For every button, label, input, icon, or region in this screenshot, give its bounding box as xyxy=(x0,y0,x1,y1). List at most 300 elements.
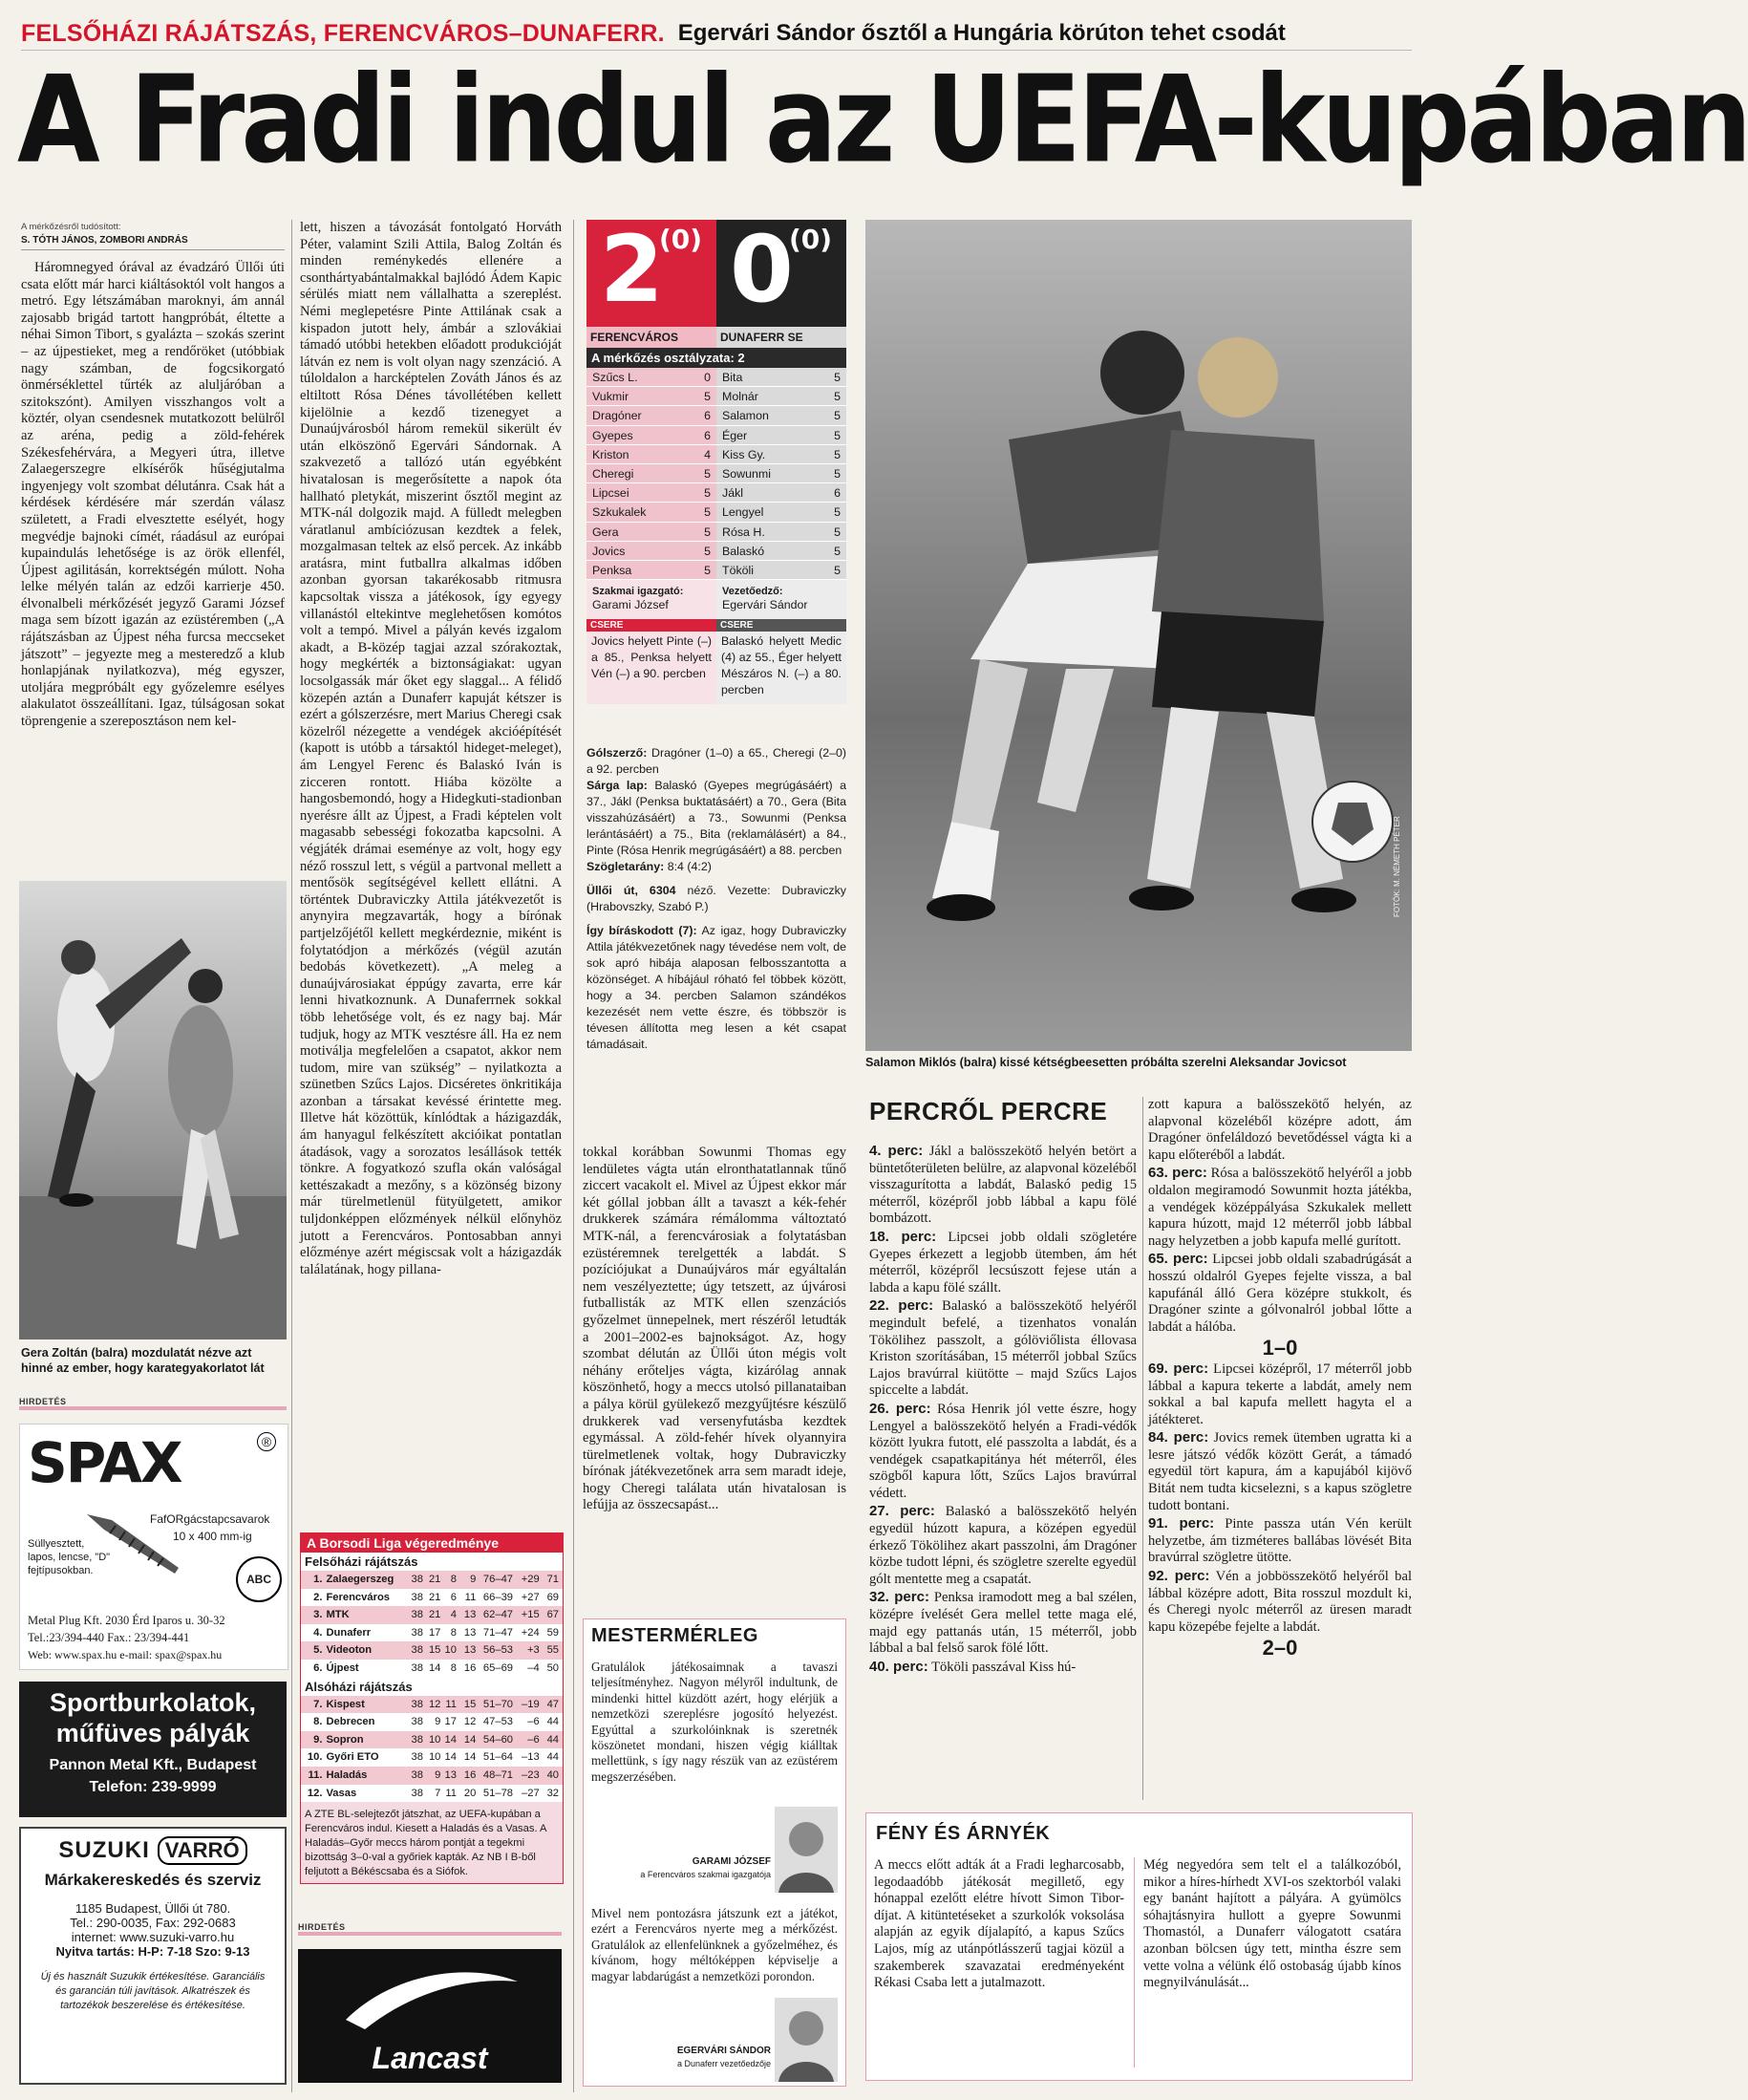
home-score: 2 xyxy=(600,216,664,323)
minute-label: 18. perc: xyxy=(869,1228,937,1245)
player-ratings xyxy=(586,368,846,580)
minute-label: 65. perc: xyxy=(1148,1251,1208,1268)
match-facts xyxy=(586,745,846,1053)
league-cell: 6. xyxy=(313,1661,323,1674)
player-rating-row xyxy=(586,503,846,522)
home-player-name: Cheregi xyxy=(592,466,634,481)
away-coach-name: Egervári Sándor xyxy=(722,598,808,612)
home-player-name: Kriston xyxy=(592,447,629,461)
byline-label: A mérkőzésről tudósított: xyxy=(21,222,121,232)
referee-bold: Így bíráskodott (7): xyxy=(586,924,697,937)
home-player xyxy=(586,368,716,387)
league-cell: 71 xyxy=(546,1574,560,1585)
league-team: Vasas xyxy=(326,1787,357,1799)
section-kicker: FELSŐHÁZI RÁJÁTSZÁS, FERENCVÁROS–DUNAFERR. xyxy=(21,19,665,47)
league-cell: +15 xyxy=(521,1609,540,1621)
spax-ad[interactable] xyxy=(19,1424,288,1670)
league-team: Dunaferr xyxy=(326,1626,372,1639)
league-cell: 51–78 xyxy=(482,1787,514,1799)
away-subs xyxy=(716,619,846,704)
league-cell: 38 xyxy=(411,1751,423,1764)
feny-divider xyxy=(1134,1857,1135,2068)
minute-entry xyxy=(1148,1568,1412,1636)
corners-line xyxy=(586,859,846,875)
league-cell: –27 xyxy=(522,1787,540,1799)
league-cell: 14 xyxy=(463,1751,477,1764)
sport-ad-line1: Sportburkolatok, xyxy=(49,1688,256,1717)
feny-light-text: A meccs előtt adták át a Fradi legharcosabb, legodaadóbb játékosát megillető, egy hónappal ezelőtt elétre hívott Simon Tibor-díjat. A kitüntetéseket a szurkolók voksolása alapján az egyik díjalapító, a kapus Szűcs Lajos, míg az utánpótlásszerű tagjai közül a szakemberek szavazatai eredményeként Rékasi Csaba lett a jutalmazott. xyxy=(874,1857,1124,1991)
away-player-name: Salamon xyxy=(722,409,769,423)
league-cell: 7 xyxy=(435,1787,441,1799)
home-player-grade: 5 xyxy=(704,486,711,501)
team-names xyxy=(586,327,846,348)
league-cell: 15 xyxy=(428,1644,441,1657)
away-player-grade: 5 xyxy=(834,447,841,461)
sub-kicker: Egervári Sándor ősztől a Hungária körúton tehet csodát xyxy=(677,20,1286,46)
spax-ad-label-row xyxy=(19,1397,287,1410)
spax-size: 10 x 400 mm-ig xyxy=(173,1530,252,1543)
suzuki-logo-row xyxy=(21,1836,285,1865)
home-team-name: FERENCVÁROS xyxy=(586,327,716,348)
minute-label: 91. perc: xyxy=(1148,1515,1215,1532)
league-cell: 8 xyxy=(450,1661,457,1674)
home-player-grade: 5 xyxy=(704,525,711,539)
home-player xyxy=(586,503,716,522)
league-row xyxy=(301,1624,563,1642)
league-title: A Borsodi Liga végeredménye xyxy=(301,1533,563,1553)
league-lower-rows xyxy=(301,1696,563,1803)
home-subs xyxy=(586,619,716,704)
minute-text: Balaskó a balösszekötő helyén egyedül húzott kapura, a középen egyedül érkező Tökölihez akart passzolni, ám Dragóner közbe tudott lépni, és szögletre szerelte egyedül gólt mentette meg a csapatát. xyxy=(869,1504,1138,1587)
league-cell: 51–70 xyxy=(482,1698,514,1710)
article-col3: tokkal korábban Sowunmi Thomas egy lendületes vágta után elronthatatlannak tűnő ziccert vacakolt el. Mivel az Újpest ekkor már két góllal jobban állt a tavaszt a kék-fehér drukkerek számára rémálomma változtató MTK-nál, a ferencvárosiak a folytatásban ezüstéremnek terelgették a labdát. S pozíciójukat a Dunaújváros már egyáltalán nem veszélyeztette; úgy tetszett, az újvárosi futballisták az MTK ellen szenzációs győzelmet ünnepelnek, mert részéről letudták a 2001–2002-es bajnokságot. Az, hogy szombat délután az Üllői úton mégis volt néhány erőteljes vágta, kizárólag annak köszönhető, hogy a meccs utolsó pillanataiban a pálya körül gyülekező mezgyűjtésre készülő drukkerek vad versenyfutásba kezdtek egymással. A zöld-fehér hívek olyannyira türelmetlenek voltak, hogy Dubraviczky bírónak játékvezetőnek arra sem maradt ideje, hogy Cheregi találata után hivatalosan is lefújja az összecsapást... xyxy=(583,1145,846,1513)
away-player-grade: 5 xyxy=(834,371,841,384)
suzuki-ad[interactable] xyxy=(19,1827,287,2085)
league-cell: 4 xyxy=(450,1609,457,1621)
lancast-swoosh-icon xyxy=(336,1962,527,2039)
column-rule-3 xyxy=(1142,1097,1143,1800)
league-cell: 14 xyxy=(463,1733,477,1746)
percro-col2 xyxy=(1148,1097,1412,1800)
league-row xyxy=(301,1748,563,1767)
league-cell: 11. xyxy=(308,1768,323,1781)
league-cell: 16 xyxy=(463,1661,477,1674)
percro-title: PERCRŐL PERCRE xyxy=(869,1097,1108,1125)
league-cell: 48–71 xyxy=(482,1768,514,1781)
away-subs-text: Balaskó helyett Medic (4) az 55., Éger helyett Mészáros N. (–) a 80. percben xyxy=(721,634,842,697)
registered-mark: ® xyxy=(257,1432,276,1451)
suzuki-address: 1185 Budapest, Üllői út 780. xyxy=(75,1901,231,1916)
sport-ad-line2: műfüves pályák xyxy=(55,1719,250,1747)
home-player xyxy=(586,523,716,542)
suzuki-note: Új és használt Suzukik értékesítése. Garanciális és garancián túli javítások. Alkatrészek és tartozékok beszerelése és értékesítése. xyxy=(40,1971,266,2011)
home-coach-name: Garami József xyxy=(592,598,669,612)
percro-col1 xyxy=(869,1143,1137,1792)
venue-text: néző. Vezette: Dubraviczky (Hrabovszky, Szabó P.) xyxy=(586,884,846,913)
player-rating-row xyxy=(586,464,846,483)
away-player-name: Kiss Gy. xyxy=(722,447,766,461)
feny-shadow-text: Még negyedóra sem telt el a találkozóból, mikor a híres-hírhedt XVI-os szektorból valaki egy banánt hajított a pályára. A gyümölcs sóhajtásnyira hullott a gyepre Sowunmi Thomastól, a Dunaferr válogatott csatára azonban bölcsen úgy tett, mintha észre sem vette volna a vélünk élő ostobaság újabb kínos megnyilvánulását... xyxy=(1143,1857,1401,1991)
away-player-name: Éger xyxy=(722,428,748,442)
league-cell: 47–53 xyxy=(482,1716,514,1728)
away-player-grade: 5 xyxy=(834,544,841,558)
suzuki-title: Márkakereskedés és szerviz xyxy=(44,1871,262,1889)
away-player xyxy=(716,426,846,445)
minute-text: Balaskó a balösszekötő helyéről megindult befelé, a tizenhatos vonalán Tökölihez passzolt, a gólöviőlista éllovasa Kriston szorításában, 15 méterről jobbal Szűcs Lajos bravúrral kiütötte – majd Szűcs Lajos spiccelte a labdát. xyxy=(869,1298,1138,1399)
garami-role: a Ferencváros szakmai igazgatója xyxy=(640,1870,771,1879)
away-player-grade: 6 xyxy=(834,486,841,501)
home-player-grade: 5 xyxy=(704,505,711,520)
home-coach xyxy=(586,580,716,619)
home-player-grade: 5 xyxy=(704,390,711,404)
league-cell: 9 xyxy=(470,1574,477,1585)
league-cell: 10 xyxy=(428,1733,441,1746)
league-row xyxy=(301,1696,563,1714)
home-halftime-score: (0) xyxy=(659,224,703,255)
abc-badge: ABC xyxy=(236,1556,282,1602)
main-photo-illustration xyxy=(865,220,1412,1051)
league-cell: –4 xyxy=(527,1661,540,1674)
corners-label: Szögletarány: xyxy=(586,860,665,873)
away-player-grade: 5 xyxy=(834,505,841,520)
league-cell: 14 xyxy=(444,1733,457,1746)
column-rule-2 xyxy=(573,220,574,2092)
home-subs-text: Jovics helyett Pinte (–) a 85., Penksa helyett Vén (–) a 90. percben xyxy=(591,634,712,681)
match-scorebox xyxy=(586,216,846,704)
league-row xyxy=(301,1589,563,1607)
minute-entry xyxy=(869,1401,1137,1503)
garami-name: GARAMI JÓZSEF xyxy=(692,1856,771,1867)
player-rating-row xyxy=(586,561,846,580)
suzuki-web[interactable]: internet: www.suzuki-varro.hu xyxy=(71,1930,235,1944)
player-rating-row xyxy=(586,406,846,425)
away-player-name: Bita xyxy=(722,371,743,384)
league-cell: 10 xyxy=(444,1644,457,1657)
small-photo-caption: Gera Zoltán (balra) mozdulatát nézve azt hinné az ember, hogy karategyakorlatot lát xyxy=(21,1346,265,1375)
goals-line xyxy=(586,745,846,778)
minute-text: Rósa Henrik jól vette észre, hogy Lengyel a balösszekötő helyén a Fradi-védők között lyukra futott, elé passzolta a labdát, és a vendégek csapatkapitánya hét méterről, éles szögből kapura lőtt, Szűcs Lajos bravúrral védett. xyxy=(869,1401,1138,1501)
home-subs-label: CSERE xyxy=(586,619,716,632)
article-col1: Háromnegyed órával az évadzáró Üllői úti csata előtt már harci kiáltásoktól volt hangos a metró. Egy létszámában maroknyi, ám annál zajosabb brigád tartott hangpróbát, éltette a néhai Simon Tibort, s gyalázta – szokás szerint – az újpestieket, meg a rendőröket (utóbbiak nagy számban, de fogcsikorgató önmérséklettel tűrték az aluljáróban a szitokszónt). Amilyen visszhangos volt a köztér, olyan csendesnek mutatkozott belülről az aréna, pedig a zöld-fehérek Székesfehérvára, a Megyeri útra, illetve Zalaegerszegre elkísérők hűségjutalma ingyenjegy volt szombat délutánra. Csak hát a kérdések kérdésére már szerdán válasz született, a Fradi elvesztette esélyét, hogy megvédje bajnoki címét, ráadásul az európai kupaindulás lehetősége is az örök ellenfél, Újpest agilitásán, korrektségén múlott. Noha lelke mélyén talán az edzői karrierje 450. élvonalbeli mérkőzését jegyző Garami József maga sem bízott igazán az ezüstéremben („A rájátszásban az Újpest néha furcsa meccseket játszott” – jegyezte meg a mesteredző a klub honlapjának nyilatkozva), még egyszer, utoljára megpróbált egy győzelemre esélyes alakulatot összeállítani. Igaz, túlságosan sokat töprengenie a szereposztáson nem kel- xyxy=(21,260,285,730)
player-rating-row xyxy=(586,523,846,542)
away-score: 0 xyxy=(730,216,794,323)
minute-label: 27. perc: xyxy=(869,1503,935,1520)
league-lower-label: Alsóházi rájátszás xyxy=(305,1679,413,1694)
league-cell: 38 xyxy=(411,1698,423,1710)
home-player-grade: 5 xyxy=(704,544,711,558)
league-cell: 11 xyxy=(445,1698,457,1710)
egervari-role: a Dunaferr vezetőedzője xyxy=(676,2059,771,2068)
spax-logo: SPAX xyxy=(28,1430,181,1495)
league-row xyxy=(301,1785,563,1803)
league-cell: 8 xyxy=(450,1626,457,1639)
away-player xyxy=(716,483,846,503)
away-player-name: Tököli xyxy=(722,563,755,577)
away-player xyxy=(716,464,846,483)
sportburkolatok-ad[interactable] xyxy=(19,1682,287,1817)
league-team: Videoton xyxy=(326,1644,373,1657)
away-player-name: Sowunmi xyxy=(722,466,771,481)
suzuki-logo: SUZUKI xyxy=(58,1837,150,1863)
league-cell: 2. xyxy=(313,1591,323,1603)
minute-text: Lipcsei jobb oldali szögletére Gyepes érkezett a legjobb ütemben, ám hét méterről, középről lecsúszott fejese után a labda a kapu fölé szállt. xyxy=(869,1229,1138,1296)
home-player-grade: 0 xyxy=(704,371,711,384)
home-player-name: Szkukalek xyxy=(592,505,647,520)
league-team: Kispest xyxy=(326,1698,365,1710)
away-score-cell xyxy=(716,216,846,327)
away-coach-label: Vezetőedző: xyxy=(722,586,783,598)
league-cell: 38 xyxy=(411,1716,423,1728)
minute-text: Jákl a balösszekötő helyén betört a büntetőterületen belülre, az alapvonal közeléből visszagurította a labdát, Balaskó pedig 15 méterről, középről jobb lábbal a kapu fölé bombázott. xyxy=(869,1144,1138,1227)
league-team: Győri ETO xyxy=(326,1751,379,1764)
home-player xyxy=(586,406,716,425)
league-cell: +27 xyxy=(521,1591,540,1603)
league-cell: 13 xyxy=(463,1609,477,1621)
league-cell: 38 xyxy=(411,1733,423,1746)
league-cell: 76–47 xyxy=(482,1574,514,1585)
yellow-label: Sárga lap: xyxy=(586,779,648,792)
mestermerleg-title: MESTERMÉRLEG xyxy=(591,1625,758,1646)
ad-pink-rule xyxy=(19,1406,287,1410)
varro-logo: VARRÓ xyxy=(158,1836,247,1865)
away-player-grade: 5 xyxy=(834,390,841,404)
minute-entry xyxy=(869,1589,1137,1657)
league-cell: 10 xyxy=(428,1751,441,1764)
minute-entry xyxy=(1148,1515,1412,1567)
away-player-grade: 5 xyxy=(834,428,841,442)
league-cell: 20 xyxy=(463,1787,477,1799)
league-cell: 13 xyxy=(444,1768,457,1781)
minute-entry xyxy=(1148,1165,1412,1250)
player-rating-row xyxy=(586,387,846,406)
league-cell: 38 xyxy=(411,1591,423,1603)
league-cell: 47 xyxy=(546,1698,560,1710)
league-cell: 62–47 xyxy=(482,1609,514,1621)
ad-label: HIRDETÉS xyxy=(298,1922,346,1932)
subs-row xyxy=(586,619,846,704)
league-cell: 13 xyxy=(463,1644,477,1657)
away-team-name: DUNAFERR SE xyxy=(716,327,846,348)
photo-credit: FOTÓK: M. NÉMETH PÉTER xyxy=(1393,816,1401,917)
league-cell: 15 xyxy=(463,1698,477,1710)
spax-desc: FafORgácstapcsavarok xyxy=(150,1512,270,1526)
home-player-name: Jovics xyxy=(592,544,626,558)
league-cell: –13 xyxy=(522,1751,540,1764)
league-cell: 69 xyxy=(546,1591,560,1603)
minute-text: Jovics remek ütemben ugratta ki a lesre játszó védők között Gerát, a támadó egyedül tört kapura, ám a kapujából kijövő Bitát nem tudta kicselezni, s a kapus szögletre tudott bontani. xyxy=(1148,1430,1412,1513)
player-rating-row xyxy=(586,542,846,561)
league-cell: 56–53 xyxy=(482,1644,514,1657)
suzuki-phone: Tel.: 290-0035, Fax: 292-0683 xyxy=(70,1916,236,1930)
small-photo-illustration xyxy=(19,881,287,1339)
league-upper-label: Felsőházi rájátszás xyxy=(305,1554,418,1569)
home-player-grade: 5 xyxy=(704,466,711,481)
league-note: A ZTE BL-selejtezőt játszhat, az UEFA-kupában a Ferencváros indul. Kiesett a Haladás és a Vasas. A Haladás–Győr meccs három pontját a tegekmi bizottság 3–0-val a győriek kapták. Az NB I B-ből feljutott a Békéscsaba és a Siófok. xyxy=(301,1802,563,1883)
lancast-logo: Lancast xyxy=(372,2041,488,2075)
league-cell: 1. xyxy=(313,1574,323,1585)
minute-label: 4. perc: xyxy=(869,1143,924,1159)
spax-phone: Tel.:23/394-440 Fax.: 23/394-441 xyxy=(28,1631,190,1644)
league-cell: 44 xyxy=(546,1716,560,1728)
league-cell: 65–69 xyxy=(482,1661,514,1674)
league-cell: 7. xyxy=(313,1698,323,1710)
league-cell: 10. xyxy=(307,1751,323,1764)
league-row xyxy=(301,1767,563,1785)
minute-text: Lipcsei jobb oldali szabadrúgását a hosszú oldalról Gyepes fejelte vissza, a bal kapufánál álló Gera középre stukkolt, és Dragóner szinte a gólvonalról jobbal lőtte a labdát a hálóba. xyxy=(1148,1252,1412,1335)
league-row xyxy=(301,1606,563,1624)
league-cell: 6 xyxy=(450,1591,457,1603)
league-team: MTK xyxy=(326,1609,350,1621)
league-table xyxy=(300,1532,564,1884)
away-player xyxy=(716,542,846,561)
referee-line xyxy=(586,923,846,1053)
league-team: Debrecen xyxy=(326,1716,375,1728)
byline-authors: S. TÓTH JÁNOS, ZOMBORI ANDRÁS xyxy=(21,235,285,250)
league-cell: –6 xyxy=(527,1733,540,1746)
coaches-row xyxy=(586,580,846,619)
away-player xyxy=(716,503,846,522)
away-player-grade: 5 xyxy=(834,525,841,539)
league-cell: +24 xyxy=(521,1626,540,1639)
league-cell: 4. xyxy=(313,1626,323,1639)
away-player xyxy=(716,561,846,580)
small-action-photo xyxy=(19,881,287,1339)
league-cell: 12 xyxy=(463,1716,477,1728)
egervari-portrait-icon xyxy=(775,1998,838,2082)
score-display xyxy=(586,216,846,327)
minute-text: Tököli passzával Kiss hú- xyxy=(931,1659,1077,1675)
spax-web[interactable]: Web: www.spax.hu e-mail: spax@spax.hu xyxy=(28,1648,223,1661)
home-player-grade: 4 xyxy=(704,447,711,461)
away-halftime-score: (0) xyxy=(789,224,833,255)
referee-text: Az igaz, hogy Dubraviczky Attila játékvezetőnek nagy tévedése nem volt, de sok apró hibája alaposan felbosszantotta a közönséget. A híbájául róható fel többek között, hogy a 34. percben Salamon szándékos kezezését nem vette észre, és többször is tévesen állította meg lesen a két csapat támadásait. xyxy=(586,924,846,1051)
league-cell: 21 xyxy=(428,1574,441,1585)
minute-entry xyxy=(869,1143,1137,1228)
away-player xyxy=(716,406,846,425)
home-player-grade: 6 xyxy=(704,409,711,423)
home-player xyxy=(586,483,716,503)
player-rating-row xyxy=(586,445,846,464)
home-player-grade: 6 xyxy=(704,428,711,442)
league-cell: 8. xyxy=(313,1716,323,1728)
league-cell: 3. xyxy=(313,1609,323,1621)
goals-label: Gólszerző: xyxy=(586,746,648,760)
league-cell: –6 xyxy=(527,1716,540,1728)
match-rating: A mérkőzés osztályzata: 2 xyxy=(586,348,846,368)
league-cell: 38 xyxy=(411,1644,423,1657)
lancast-ad[interactable] xyxy=(298,1949,562,2083)
league-cell: 9 xyxy=(435,1768,441,1781)
minute-label: 69. perc: xyxy=(1148,1360,1209,1377)
league-cell: 38 xyxy=(411,1626,423,1639)
main-photo-caption: Salamon Miklós (balra) kissé kétségbeesetten próbálta szerelni Aleksandar Jovicsot xyxy=(865,1056,1347,1069)
suzuki-hours: Nyitva tartás: H-P: 7-18 Szo: 9-13 xyxy=(55,1944,250,1959)
lancast-ad-label-row xyxy=(298,1922,562,1936)
column-rule-1 xyxy=(291,220,292,2092)
player-rating-row xyxy=(586,426,846,445)
article-col2: lett, hiszen a távozását fontolgató Horváth Péter, valamint Szili Attila, Balog Zoltán és minden reménykedés ellenére a csonthártyabántalmakkal bajlódó Ádem Kapic sérülés miatt nem vállalhatta a szereplést. Némi meglepetésre Pinte Attilának csak a kispadon jutott hely, ámbár a szlovákiai támadó utóbbi hetekben előadott produkcióját látván ez nem is volt olyan nagy szenzáció. A túloldalon a harcképtelen Zováth János és az eltiltott Rósa Dénes távollétében kellett kijelölnie a kezdő tizenegyet a Dunaújvárosból három remekül sikerült év után elköszönő Egervári Sándornak. A szakvezető a tallózó után egyébként hivatalosan is megerősítette a napok óta hallható pletykát, miszerint ősztől megint az MTK-nál dolgozik majd. A fülledt melegben váratlanul ambíciózusan kezdtek a felek, mozgalmasan teltek az első percek. Az inkább aratásra, mint futballra alkalmas időben azonban gyorsan takarékosabb ritmusra kapcsoltak vissza a játékosok, így egyegy villanástól eltekintve meglehetősen komótos volt a tempó. Mivel a pályán kevés izgalom akadt, a B-közép tagjai azzal szórakoztak, hogy megkérték a biztonságiakat: ugyan locsolgassák már őket egy slaggal... A félidő közepén aztán a Dunaferr kapuját kétszer is ezért a gólszerzésre, mert Marius Cheregi csak közelről nézegette a vendégek akcióépítését (kapott is utóbb a társaktól hideget-meleget), ám Lengyel Ferenc és Balaskó Iván is zicceren rontott. Hiába közölte a hangosbemondó, hogy a Hidegkuti-stadionban nyerésre állt az Újpest, a Fradi képtelen volt magasabb sebességi fokozatba kapcsolni. A végjáték drámai eseménye az volt, hogy egy néző rosszul lett, s végül a partvonal mellett a mentősök segítségével kellett ellátni. A történtek Dubraviczky Attila játékvezetőt is anynyira megzavarták, hogy a bírónak partjelzőjétől kellett megkérdeznie, miként is folytatódjon a mérkőzés (végül azután bedobás következett). „A meleg a dunaújvárosiakat éppúgy zavarta, erre kár lenni hivatkoznunk. A Dunaferrnek sokkal több lehetősége volt, és ez nagy baj. Már tudjuk, hogy az MTK vesztésre áll. Ha ez nem motiválja megfelelően a csapatot, akkor nem tudom, mire van szükség” – nyilatkozta a szünetben Szűcs Lajos. Dicséretes önkritikája azonban a társakat kevéssé érintette meg. Illetve hát közöttük, kínlódtak a házigazdák, ám hanyagul felkészített akcióikat pontatlan átadások, vagy a sorozatos lesállások tették tönkre. A fogyatkozó szufla okán valóságal kettészakadt a mezőny, s a közönség bizony már türelmetlenül fütyülgetett, amikor tuljdonképpen előzmények nélkül előnyhöz jutott a Ferencváros. Pontosabban annyi előzménye azért mégiscsak volt a házigazdák találatának, hogy pillana- xyxy=(300,220,562,1277)
percro-col2-entries xyxy=(1148,1165,1412,1336)
league-row xyxy=(301,1571,563,1589)
league-cell: –19 xyxy=(522,1698,540,1710)
league-cell: 12 xyxy=(428,1698,441,1710)
mestermerleg-box xyxy=(583,1618,846,2087)
league-cell: 66–39 xyxy=(482,1591,514,1603)
league-cell: 38 xyxy=(411,1768,423,1781)
league-cell: 17 xyxy=(444,1716,457,1728)
minute-text: Pinte passza után Vén került helyzetbe, ám tizméteres ballábas lövését Bita bravúrral szögletre ütötte. xyxy=(1148,1516,1412,1566)
league-cell: 11 xyxy=(464,1591,477,1603)
league-cell: +29 xyxy=(521,1574,540,1585)
home-player-name: Lipcsei xyxy=(592,486,629,501)
away-player xyxy=(716,368,846,387)
home-coach-label: Szakmai igazgató: xyxy=(592,586,684,598)
home-player-name: Szűcs L. xyxy=(592,371,638,384)
minute-entry xyxy=(1148,1429,1412,1514)
away-player xyxy=(716,445,846,464)
league-cell: 17 xyxy=(428,1626,441,1639)
home-player-name: Vukmir xyxy=(592,390,629,404)
league-team: Haladás xyxy=(326,1768,368,1781)
league-cell: 55 xyxy=(546,1644,560,1657)
egervari-quote: Mivel nem pontozásra játszunk ezt a játékot, ezért a Ferencváros nyerte meg a mérkőzést. Gratulálok az ellenfelünknek a győzelméhez, és kívánom, hogy méltóképpen képviselje a magyar labdarúgást a nemzetközi porondon. xyxy=(591,1906,838,1983)
home-player xyxy=(586,561,716,580)
main-headline: A Fradi indul az UEFA-kupában xyxy=(17,51,1748,190)
away-player-name: Balaskó xyxy=(722,544,765,558)
league-cell: 44 xyxy=(546,1733,560,1746)
league-cell: 50 xyxy=(546,1661,560,1674)
home-player xyxy=(586,542,716,561)
league-cell: 11 xyxy=(445,1787,457,1799)
minute-label: 26. perc: xyxy=(869,1400,931,1417)
league-cell: 5. xyxy=(313,1644,323,1657)
away-subs-label: CSERE xyxy=(716,619,846,632)
league-team: Ferencváros xyxy=(326,1591,390,1603)
home-player-name: Dragóner xyxy=(592,409,642,423)
yellow-text: Balaskó (Gyepes megrúgásáért) a 37., Jákl (Penksa buktatásáért) a 70., Gera (Bita visszahúzásáért) a 73., Sowunmi (Penksa lerántásáért) a 75., Bita (reklamálásért) a 84., Pinte (Rósa Henrik megrúgásáért) a 88. percben xyxy=(586,779,846,857)
minute-text: Rósa a balösszekötő helyéről a jobb oldalon megiramodó Sowunmit hozta játékba, a vendégek középpályása Szkukalek mellett kapura húzott, majd 12 méterről jobb lábbal nagy helyzetben a jobb kapufa mellé gurított. xyxy=(1148,1166,1412,1249)
league-cell: +3 xyxy=(526,1644,540,1657)
league-cell: 40 xyxy=(546,1768,560,1781)
ad-pink-rule xyxy=(298,1932,562,1936)
player-rating-row xyxy=(586,483,846,503)
feny-es-arnyek-box xyxy=(865,1812,1413,2081)
spax-company: Metal Plug Kft. 2030 Érd Iparos u. 30-32 xyxy=(28,1614,225,1627)
away-player-name: Molnár xyxy=(722,390,758,404)
league-row xyxy=(301,1641,563,1660)
league-cell: 38 xyxy=(411,1609,423,1621)
feny-title: FÉNY ÉS ÁRNYÉK xyxy=(876,1823,1051,1844)
minute-entry xyxy=(1148,1361,1412,1428)
league-cell: 54–60 xyxy=(482,1733,514,1746)
goals-text: Dragóner (1–0) a 65., Cheregi (2–0) a 92. percben xyxy=(586,746,846,776)
egervari-name: EGERVÁRI SÁNDOR xyxy=(676,2046,771,2056)
league-cell: 16 xyxy=(463,1768,477,1781)
away-player-name: Rósa H. xyxy=(722,525,765,539)
minute-entry xyxy=(1148,1251,1412,1336)
home-player-grade: 5 xyxy=(704,563,711,577)
league-cell: 9. xyxy=(313,1733,323,1746)
league-cell: –23 xyxy=(522,1768,540,1781)
league-upper-rows xyxy=(301,1571,563,1678)
garami-portrait-icon xyxy=(775,1807,838,1893)
league-cell: 67 xyxy=(546,1609,560,1621)
corners-text: 8:4 (4:2) xyxy=(667,860,712,873)
away-coach xyxy=(716,580,846,619)
league-cell: 8 xyxy=(450,1574,457,1585)
percro-col2-intro: zott kapura a balösszekötő helyén, az alapvonal közeléből középre adott, ám Dragóner önfeláldozó bevetődéssel vágta ki a kapu előteréből a labdát. xyxy=(1148,1097,1412,1163)
away-player-grade: 5 xyxy=(834,409,841,423)
